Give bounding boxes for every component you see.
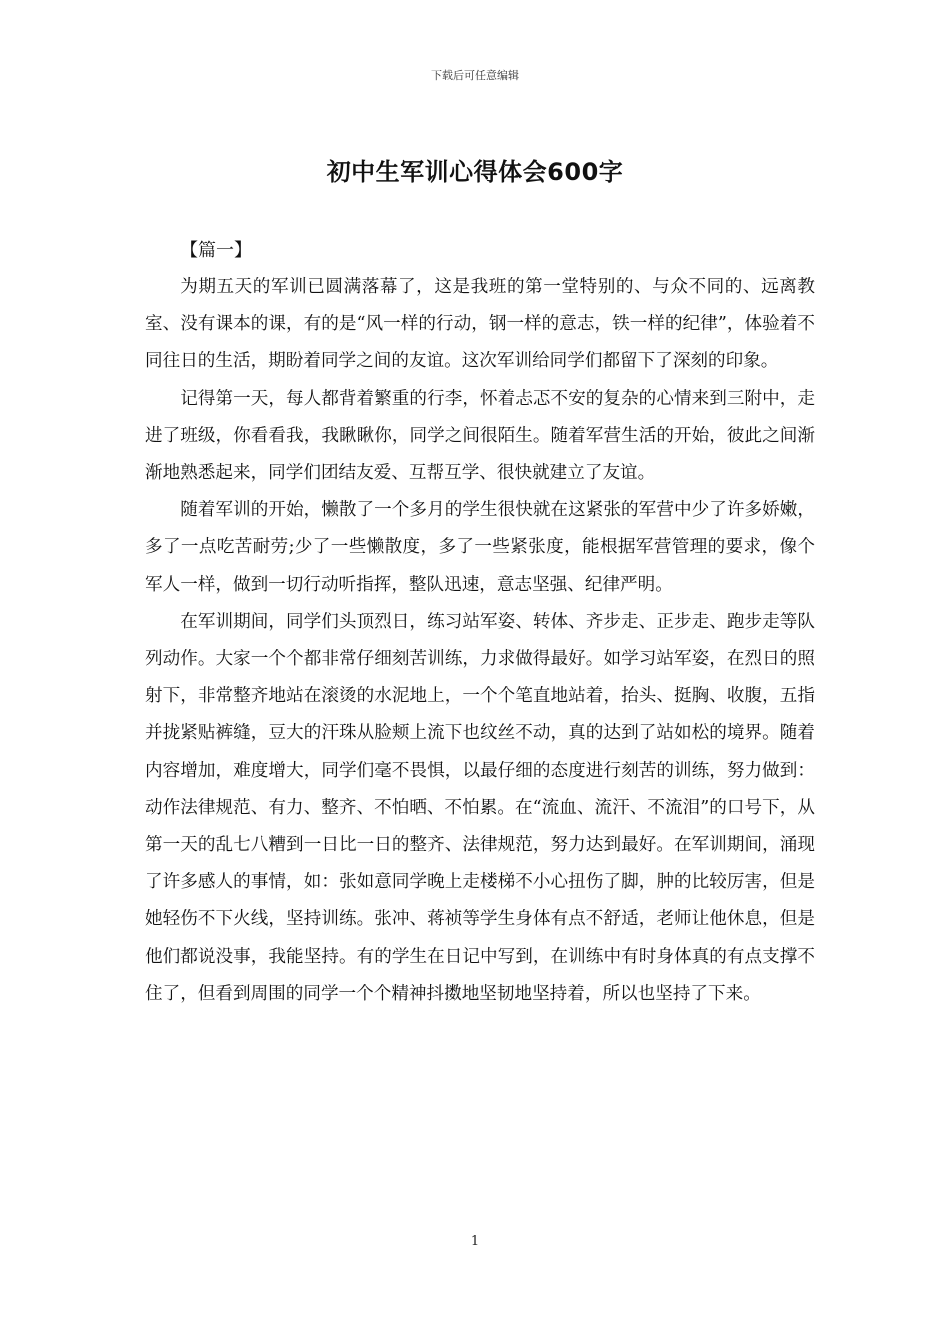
page-header: 下载后可任意编辑: [431, 69, 519, 82]
paragraph: 为期五天的军训已圆满落幕了，这是我班的第一堂特别的、与众不同的、远离教室、没有课本的课，有的是“风一样的行动，钢一样的意志，铁一样的纪律”，体验着不同往日的生活，期盼着同学之间的友谊。这次军训给同学们都留下了深刻的印象。: [145, 277, 815, 372]
paragraph: 在军训期间，同学们头顶烈日，练习站军姿、转体、齐步走、正步走、跑步走等队列动作。大家一个个都非常仔细刻苦训练，力求做得最好。如学习站军姿，在烈日的照射下，非常整齐地站在滚烫的水泥地上，一个个笔直地站着，抬头、挺胸、收腹，五指并拢紧贴裤缝，豆大的汗珠从脸颊上流下也纹丝不动，真的达到了站如松的境界。随着内容增加，难度增大，同学们毫不畏惧，以最仔细的态度进行刻苦的训练，努力做到：动作法律规范、有力、整齐、不怕晒、不怕累。在“流血、流汗、不流泪”的口号下，从第一天的乱七八糟到一日比一日的整齐、法律规范，努力达到最好。在军训期间，涌现了许多感人的事情，如：张如意同学晚上走楼梯不小心扭伤了脚，肿的比较厉害，但是她轻伤不下火线，坚持训练。张冲、蒋祯等学生身体有点不舒适，老师让他休息，但是他们都说没事，我能坚持。有的学生在日记中写到，在训练中有时身体真的有点支撑不住了，但看到周围的同学一个个精神抖擞地坚韧地坚持着，所以也坚持了下来。: [145, 611, 815, 1004]
document-title: 初中生军训心得体会600字: [326, 158, 624, 186]
paragraph: 记得第一天，每人都背着繁重的行李，怀着忐忑不安的复杂的心情来到三附中，走进了班级，你看看我，我瞅瞅你，同学之间很陌生。随着军营生活的开始，彼此之间渐渐地熟悉起来，同学们团结友爱、互帮互学、很快就建立了友谊。: [145, 388, 815, 484]
page-number: 1: [470, 1234, 480, 1249]
section-label: 【篇一】: [180, 240, 252, 261]
document-body: [145, 269, 815, 1013]
paragraph: 随着军训的开始，懒散了一个多月的学生很快就在这紧张的军营中少了许多娇嫩，多了一点吃苦耐劳;少了一些懒散度，多了一些紧张度，能根据军营管理的要求，像个军人一样，做到一切行动听指挥，整队迅速，意志坚强、纪律严明。: [145, 500, 815, 595]
